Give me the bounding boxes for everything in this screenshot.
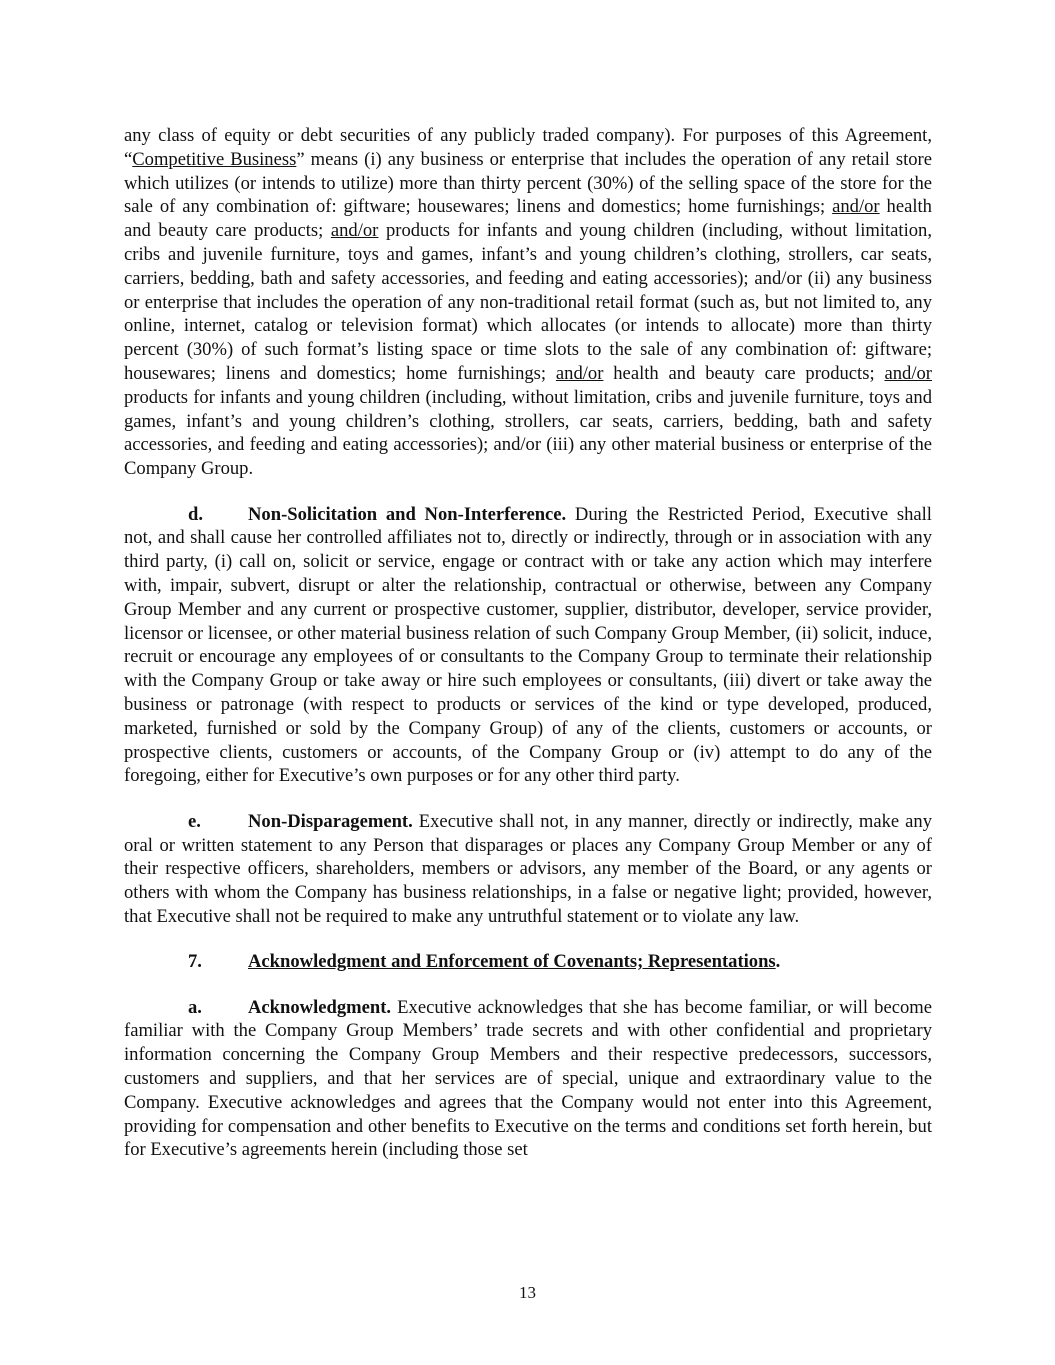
section-d-label: d. xyxy=(188,503,203,525)
section-d-body: During the Restricted Period, Executive shall not, and shall cause her controlled affiliates not to, directly or indirectly, through or in association with any third party, (i) call on, solicit or service, engage or contract with or take any action which may interfere with, impair, subvert, disrupt or alter the relationship, contractual or otherwise, between any Company Group Member and any current or prospective customer, supplier, distributor, developer, service provider, licensor or licensee, or other material business relation of such Company Group Member, (ii) solicit, induce, recruit or encourage any employees of or consultants to the Company Group to terminate their relationship with the Company Group or take away or hire such employees or consultants, (iii) divert or take away the business or patronage (with respect to products or services of the kind or type developed, produced, marketed, furnished or sold by the Company Group) of any of the clients, customers or accounts, or prospective clients, customers or accounts, of the Company Group or (iv) attempt to do any of the foregoing, either for Executive’s own purposes or for any other third party. xyxy=(124,503,932,787)
text-run: products for infants and young children (including, without limitation, cribs and juvenile furniture, toys and games, infant’s and young children’s clothing, strollers, car seats, carriers, bedding, bath and safety accessories, and feeding and eating accessories); and/or (iii) any other material business or enterprise of the Company Group. xyxy=(124,386,932,480)
section-7-title: Acknowledgment and Enforcement of Covenants; Representations xyxy=(248,951,776,973)
section-d-paragraph xyxy=(124,503,932,789)
section-a-paragraph xyxy=(124,996,932,1163)
text-run: ” means (i) any business or enterprise that includes the operation of any retail store which utilizes (or intends to utilize) more than thirty percent (30%) of the selling space of the store for the sale of any combination of: giftware; housewares; linens and domestics; home furnishings; xyxy=(124,148,932,218)
section-7-label: 7. xyxy=(188,951,202,973)
section-d-title: Non-Solicitation and Non-Interference. xyxy=(248,503,567,525)
document-page xyxy=(124,124,932,1162)
underlined-and-or: and/or xyxy=(555,362,604,384)
section-7-period: . xyxy=(775,951,781,973)
competitive-business-paragraph xyxy=(124,124,932,481)
section-a-title: Acknowledgment. xyxy=(248,996,392,1018)
section-e-title: Non-Disparagement. xyxy=(248,810,413,832)
underlined-and-or: and/or xyxy=(330,220,379,242)
section-a-body: Executive acknowledges that she has become familiar, or will become familiar with the Company Group Members’ trade secrets and with other confidential and proprietary information concerning the Company Group Members and their respective predecessors, successors, customers and suppliers, and that her services are of special, unique and extraordinary value to the Company. Executive acknowledges and agrees that the Company would not enter into this Agreement, providing for compensation and other benefits to Executive on the terms and conditions set forth herein, but for Executive’s agreements herein (including those set xyxy=(124,996,932,1161)
text-run: health and beauty care products; xyxy=(603,362,885,384)
section-e-paragraph xyxy=(124,810,932,929)
text-run: health and beauty care products; xyxy=(124,196,932,242)
page-number: 13 xyxy=(519,1283,536,1302)
section-e-body: Executive shall not, in any manner, directly or indirectly, make any oral or written statement to any Person that disparages or places any Company Group Member or any of their respective officers, shareholders, members or advisors, any member of the Board, or any agents or others with whom the Company has business relationships, in a false or negative light; provided, however, that Executive shall not be required to make any untruthful statement or to violate any law. xyxy=(124,810,932,927)
defined-term-competitive-business: Competitive Business xyxy=(132,148,297,170)
section-7-heading xyxy=(124,950,932,974)
section-e-label: e. xyxy=(188,810,201,832)
text-run: any class of equity or debt securities of any publicly traded company). For purposes of this Agreement, “ xyxy=(124,125,932,170)
underlined-and-or: and/or xyxy=(884,362,932,384)
text-run: products for infants and young children (including, without limitation, cribs and juvenile furniture, toys and games, infant’s and young children’s clothing, strollers, car seats, carriers, bedding, bath and safety accessories, and feeding and eating accessories); and/or (ii) any business or enterprise that includes the operation of any non-traditional retail format (such as, but not limited to, any online, internet, catalog or television format) which allocates (or intends to allocate) more than thirty percent (30%) of such format’s listing space or time slots to the sale of any combination of: giftware; housewares; linens and domestics; home furnishings; xyxy=(124,220,932,384)
underlined-and-or: and/or xyxy=(832,196,880,218)
section-a-label: a. xyxy=(188,996,202,1018)
